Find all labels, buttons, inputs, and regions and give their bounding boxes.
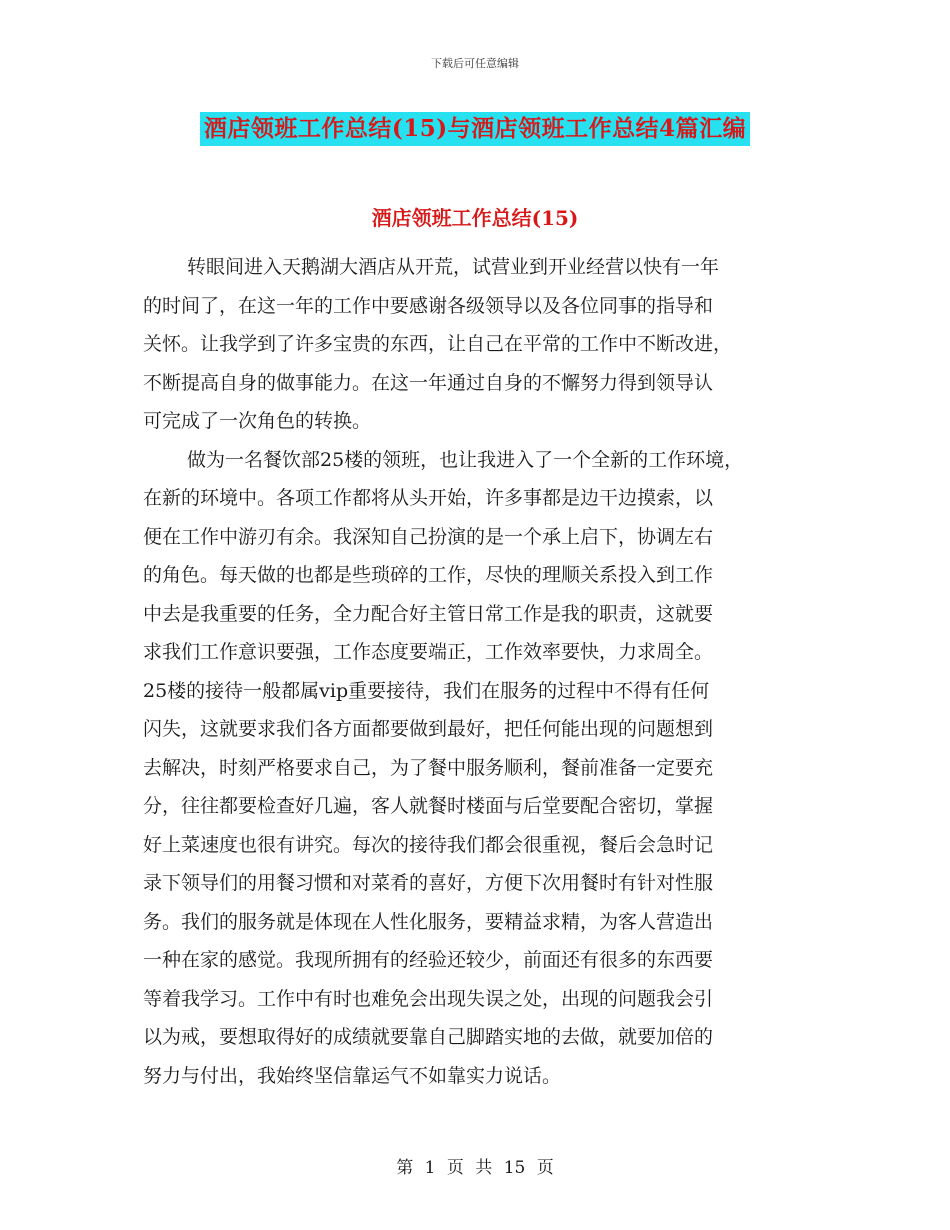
text-line: 一种在家的感觉。我现所拥有的经验还较少，前面还有很多的东西要 — [143, 949, 714, 971]
text-line: 25楼的接待一般都属vip重要接待，我们在服务的过程中不得有任何 — [143, 679, 710, 702]
text-line: 务。我们的服务就是体现在人性化服务，要精益求精，为客人营造出 — [143, 910, 714, 933]
section-title: 酒店领班工作总结(15) — [371, 206, 579, 230]
page-number-footer: 第 1 页 共 15 页 — [396, 1158, 554, 1178]
text-line: 关怀。让我学到了许多宝贵的东西，让自己在平常的工作中不断改进， — [143, 333, 733, 355]
main-title: 酒店领班工作总结(15)与酒店领班工作总结4篇汇编 — [200, 112, 750, 146]
text-line: 努力与付出，我始终坚信靠运气不如靠实力说话。 — [143, 1064, 562, 1087]
paragraph-1 — [143, 248, 823, 441]
paragraph-2 — [143, 441, 823, 1096]
text-line: 中去是我重要的任务，全力配合好主管日常工作是我的职责，这就要 — [143, 602, 714, 625]
text-line: 转眼间进入天鹅湖大酒店从开荒，试营业到开业经营以快有一年 — [187, 256, 720, 278]
main-title-container — [0, 112, 950, 146]
text-line: 分，往往都要检查好几遍，客人就餐时楼面与后堂要配合密切，掌握 — [143, 795, 714, 817]
text-line: 好上菜速度也很有讲究。每次的接待我们都会很重视，餐后会急时记 — [143, 833, 714, 856]
text-line: 做为一名餐饮部25楼的领班，也让我进入了一个全新的工作环境， — [187, 448, 744, 471]
text-line: 不断提高自身的做事能力。在这一年通过自身的不懈努力得到领导认 — [143, 371, 714, 394]
text-line: 等着我学习。工作中有时也难免会出现失误之处，出现的问题我会引 — [143, 987, 714, 1010]
text-line: 可完成了一次角色的转换。 — [143, 410, 372, 432]
text-line: 在新的环境中。各项工作都将从头开始，许多事都是边干边摸索，以 — [143, 487, 714, 509]
header-note: 下载后可任意编辑 — [431, 57, 519, 70]
text-line: 便在工作中游刃有余。我深知自己扮演的是一个承上启下，协调左右 — [143, 525, 714, 548]
text-line: 去解决，时刻严格要求自己，为了餐中服务顺利，餐前准备一定要充 — [143, 756, 714, 779]
text-line: 求我们工作意识要强，工作态度要端正，工作效率要快，力求周全。 — [143, 641, 714, 663]
text-line: 的角色。每天做的也都是些琐碎的工作，尽快的理顺关系投入到工作 — [143, 564, 714, 586]
text-line: 闪失，这就要求我们各方面都要做到最好，把任何能出现的问题想到 — [143, 718, 714, 740]
text-line: 的时间了，在这一年的工作中要感谢各级领导以及各位同事的指导和 — [143, 294, 714, 317]
document-body — [143, 248, 823, 1095]
text-line: 录下领导们的用餐习惯和对菜肴的喜好，方便下次用餐时有针对性服 — [143, 872, 714, 894]
text-line: 以为戒，要想取得好的成绩就要靠自己脚踏实地的去做，就要加倍的 — [143, 1026, 714, 1048]
